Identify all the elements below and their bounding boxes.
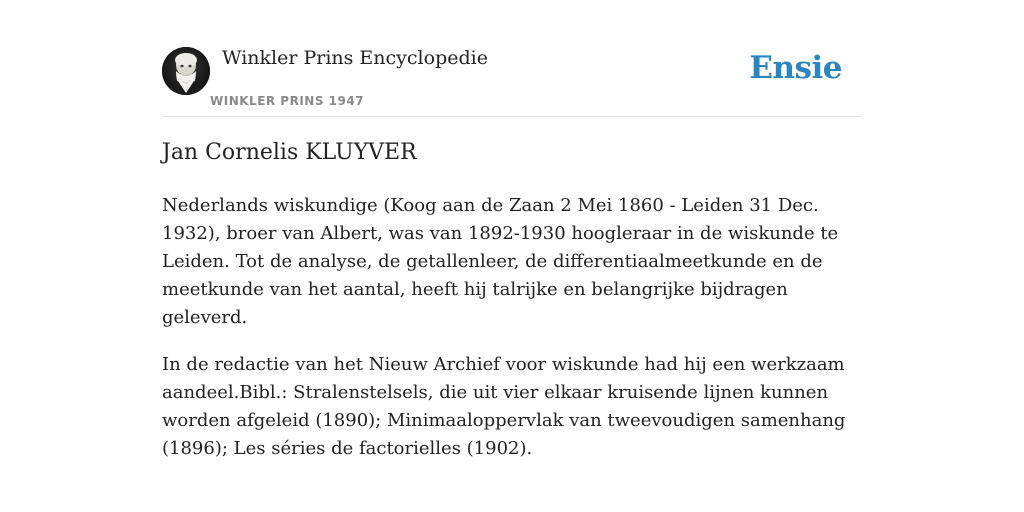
- brand-logo[interactable]: Ensie: [749, 50, 842, 86]
- publication-title[interactable]: Winkler Prins Encyclopedie: [222, 47, 488, 69]
- article-title: Jan Cornelis KLUYVER: [162, 140, 417, 165]
- bearded-man-portrait-icon: [162, 47, 210, 95]
- publication-avatar[interactable]: [162, 47, 210, 95]
- article-body: [162, 192, 862, 482]
- article-paragraph: In de redactie van het Nieuw Archief voor wiskunde had hij een werkzaam aandeel.Bibl.: Stralenstelsels, die uit vier elkaar kruisende lijnen kunnen worden afgeleid (1890); Minimaaloppervlak van tweevoudigen samenhang (1896); Les séries de factorielles (1902).: [162, 354, 846, 459]
- publication-subtitle: WINKLER PRINS 1947: [210, 94, 365, 108]
- publication-header: [162, 44, 862, 117]
- article-paragraph: Nederlands wiskundige (Koog aan de Zaan 2 Mei 1860 - Leiden 31 Dec. 1932), broer van Albert, was van 1892-1930 hoogleraar in de wiskunde te Leiden. Tot de analyse, de getallenleer, de differentiaalmeetkunde en de meetkunde van het aantal, heeft hij talrijke en belangrijke bijdragen geleverd.: [162, 195, 839, 328]
